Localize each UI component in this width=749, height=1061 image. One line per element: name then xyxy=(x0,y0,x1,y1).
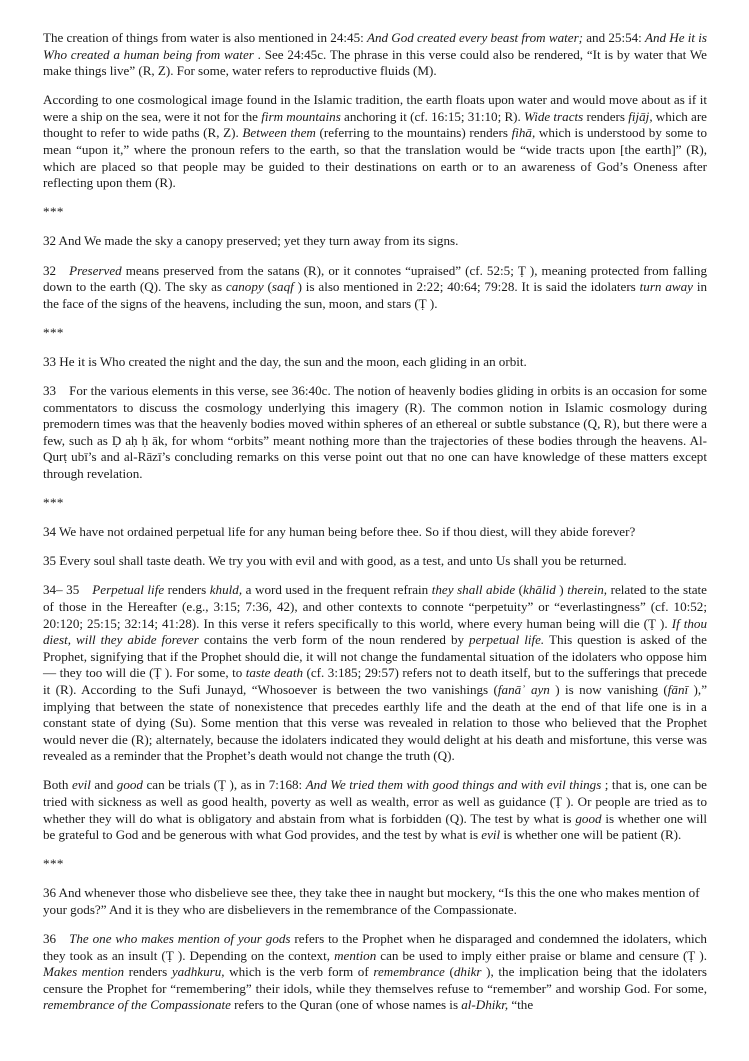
emphasized-text: therein, xyxy=(567,582,608,598)
verse-text xyxy=(43,524,707,541)
emphasized-text: khuld, xyxy=(209,582,243,598)
body-text: is whether one will be patient (R). xyxy=(500,827,682,843)
body-text: and xyxy=(90,777,117,793)
commentary-paragraph xyxy=(43,582,707,765)
body-text: (referring to the mountains) renders xyxy=(315,125,512,141)
commentary-paragraph xyxy=(43,777,707,843)
emphasized-text: If thou diest, will they abide forever xyxy=(43,615,707,648)
body-text: which are thought to refer to wide paths (R, Z). xyxy=(43,108,707,141)
verse-number: 34– 35 xyxy=(43,582,80,598)
body-text: refers to the Prophet when he disparaged and condemned the idolaters, which they took as an insult (Ṭ ). Depending on the context, xyxy=(43,931,707,963)
emphasized-text: dhikr xyxy=(453,964,482,980)
verse-text xyxy=(43,885,707,918)
emphasized-text: firm mountains xyxy=(261,108,341,124)
section-separator: *** xyxy=(43,324,64,340)
body-text: ) is also mentioned in 2:22; 40:64; 79:28. It is said the idolaters xyxy=(293,279,640,295)
body-text: . See 24:45c. The phrase in this verse could also be rendered, “It is by water that We make things live” (R, Z). For some, water refers to reproductive fluids (M). xyxy=(43,46,707,79)
emphasized-text: khālid xyxy=(523,582,556,598)
body-text: ; that is, one can be tried with sickness as well as good health, poverty as well as wealth, error as well as guidance (Ṭ ). Or people are tried as to whether they will do what is obligatory and abstain from what is forbidden (Q). The test by what is xyxy=(43,777,707,826)
verse-number: 36 xyxy=(43,931,57,947)
section-separator: *** xyxy=(43,856,64,872)
body-text: ) xyxy=(555,582,568,598)
body-text: (cf. 3:185; 29:57) refers not to death itself, but to the sufferings that precede it (R). According to the Sufi Junayd, “Whosoever is between the two vanishings ( xyxy=(43,665,707,697)
emphasized-text: Makes mention xyxy=(43,964,124,980)
emphasized-text: good xyxy=(116,777,143,793)
body-text: ( xyxy=(263,279,272,295)
body-text: contains the verb form of the noun rendered by xyxy=(198,632,470,648)
emphasized-text: taste death xyxy=(245,665,304,681)
body-text: a word used in the frequent refrain xyxy=(242,582,432,598)
verse-text xyxy=(43,233,707,250)
body-text: renders xyxy=(583,108,629,124)
body-text: can be used to imply either praise or blame and censure (Ṭ ). xyxy=(376,947,707,963)
emphasized-text: fijāj, xyxy=(628,108,653,124)
commentary-paragraph xyxy=(43,931,707,1014)
body-text: anchoring it (cf. 16:15; 31:10; R). xyxy=(340,108,525,124)
commentary-paragraph xyxy=(43,92,707,192)
emphasized-text: they shall abide xyxy=(431,582,516,598)
commentary-paragraph xyxy=(43,30,707,80)
emphasized-text: al-Dhikr, xyxy=(461,997,509,1013)
body-text: means preserved from the satans (R), or it connotes “upraised” (cf. 52:5; Ṭ ), meaning protected from falling down to the earth (Q). The sky as xyxy=(43,262,707,295)
body-text: This question is asked of the Prophet, signifying that if the Prophet should die, it will not change the fundamental situation of the idolaters who oppose him— they too will die (Ṭ ). For some, to xyxy=(43,632,707,681)
emphasized-text: And He it is Who created a human being from water xyxy=(43,30,707,62)
body-text: renders xyxy=(124,964,172,980)
emphasized-text: Between them xyxy=(242,125,316,141)
body-text: “the xyxy=(508,997,534,1013)
body-text: ) is now vanishing ( xyxy=(549,681,668,697)
body-text: can be trials (Ṭ ), as in 7:168: xyxy=(142,777,306,793)
emphasized-text: remembrance xyxy=(373,964,445,980)
body-text: ( xyxy=(515,582,524,598)
body-text: renders xyxy=(164,582,210,598)
body-text: ( xyxy=(444,964,454,980)
body-text: is whether one will be grateful to God and be generous with what God provides, and the test by what is xyxy=(43,810,707,843)
emphasized-text: good xyxy=(575,810,602,826)
commentary-paragraph xyxy=(43,383,707,483)
emphasized-text: evil xyxy=(481,827,501,843)
verse-text xyxy=(43,354,707,371)
emphasized-text: Preserved xyxy=(69,262,122,278)
body-text: related to the state of those in the Hereafter (e.g., 3:15; 7:36, 42), and other contexts to connote “perpetuity” or “everlastingness” (cf. 10:52; 20:120; 25:15; 32:14; 41:28). In this verse it refers specifically to this world, where every human being will die (Ṭ ). xyxy=(43,582,707,631)
verse-number: 33 xyxy=(43,383,57,398)
body-text: ), the implication being that the idolaters censure the Prophet for “remembering” their idols, while they themselves refuse to “remember” and worship God. For some, xyxy=(43,964,708,996)
emphasized-text: yadhkuru, xyxy=(171,964,225,980)
body-text: 35 Every soul shall taste death. We try you with evil and with good, as a test, and unto Us shall you be returned. xyxy=(43,553,627,569)
body-text: which is the verb form of xyxy=(224,964,374,980)
body-text: ),” implying that between the state of nonexistence that precedes earthly life and the death at the end of that life one is in a constant state of dying (Su). Some mention that this verse was revealed in relation to those who believed that the Prophet would never die (R); alternately, because the idolaters indicated they would delight at his death and misfortune, this verse was revealed as a reminder that the Prophet’s death would not change the truth (Q). xyxy=(43,681,708,764)
body-text: 34 We have not ordained perpetual life for any human being before thee. So if thou diest, will they abide forever? xyxy=(43,524,636,540)
emphasized-text: The one who makes mention of your gods xyxy=(69,931,291,947)
emphasized-text: remembrance of the Compassionate xyxy=(43,997,231,1013)
emphasized-text: And God created every beast from water; xyxy=(366,30,584,45)
emphasized-text: canopy xyxy=(225,279,264,295)
body-text: which is understood by some to mean “upon it,” where the pronoun refers to the earth, so that the translation would be “wide tracts upon [the earth]” (R), which are placed so that people may be guided to their destinations on earth or to an awareness of God’s Oneness after reflecting upon them (R). xyxy=(43,125,708,191)
body-text: and 25:54: xyxy=(583,30,646,45)
emphasized-text: turn away xyxy=(639,279,693,295)
verse-number: 32 xyxy=(43,262,57,278)
body-text: Both xyxy=(43,777,72,793)
emphasized-text: saqf xyxy=(271,279,294,295)
emphasized-text: fānī xyxy=(667,681,689,697)
body-text: 32 And We made the sky a canopy preserved; yet they turn away from its signs. xyxy=(43,233,459,249)
body-text: in the face of the signs of the heavens, including the sun, moon, and stars (Ṭ ). xyxy=(43,279,708,311)
verse-text xyxy=(43,553,707,570)
emphasized-text: mention xyxy=(334,947,377,963)
section-separator: *** xyxy=(43,495,64,511)
body-text: 33 He it is Who created the night and the day, the sun and the moon, each gliding in an orbit. xyxy=(43,353,527,369)
text-column xyxy=(43,30,707,1014)
body-text: 36 And whenever those who disbelieve see thee, they take thee in naught but mockery, “Is this the one who makes mention of your gods?” And it is they who are disbelievers in the remembrance of the Compassionate. xyxy=(43,885,700,917)
body-text: The creation of things from water is also mentioned in 24:45: xyxy=(43,30,367,45)
emphasized-text: perpetual life. xyxy=(469,632,545,648)
commentary-paragraph xyxy=(43,263,707,313)
emphasized-text: fanāʾ ayn xyxy=(497,681,550,697)
emphasized-text: And We tried them with good things and with evil things xyxy=(305,777,602,793)
emphasized-text: fihā, xyxy=(511,125,536,141)
body-text: refers to the Quran (one of whose names is xyxy=(230,997,462,1013)
emphasized-text: evil xyxy=(71,777,91,793)
emphasized-text: Perpetual life xyxy=(92,582,165,598)
body-text: According to one cosmological image found in the Islamic tradition, the earth floats upon water and would move about as if it were a ship on the sea, were it not for the xyxy=(43,92,707,124)
emphasized-text: Wide tracts xyxy=(524,108,584,124)
section-separator: *** xyxy=(43,204,64,220)
body-text: For the various elements in this verse, see 36:40c. The notion of heavenly bodies gliding in orbits is an occasion for some commentators to discuss the cosmology underlying this imagery (R). The common notion in Islamic cosmology during premodern times was that the heavenly bodies moved within spheres of an ethereal or subtle substance (Q, R), but there were a few, such as Ḍ aḥ ḥ āk, for whom “orbits” meant nothing more than the trajectories of these bodies through the heavens. Al-Qurṭ ubī’s and al-Rāzī’s concluding remarks on this verse point out that no one can have knowledge of these matters except through revelation. xyxy=(43,383,707,481)
